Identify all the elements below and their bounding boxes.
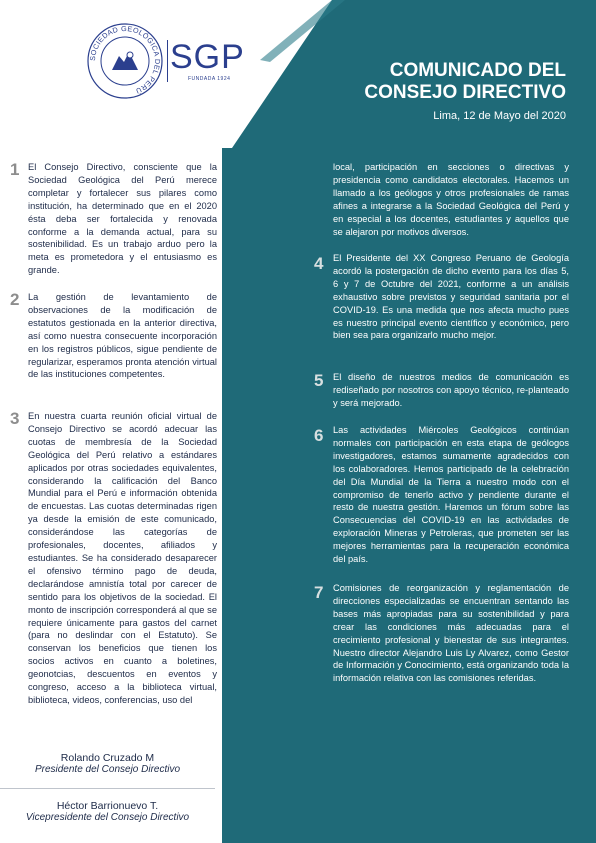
signature-president <box>0 752 215 775</box>
item-7-text: Comisiones de reorganización y reglamentación de direcciones especializadas se encuentran sentando las bases más apropiadas para su sostenibilidad y para crear las condiciones más adecuadas para el crecimiento profesional y bienestar de sus integrantes. Nuestro director Alejandro Luis Ly Alvarez, como Gestor de Información y Conocimiento, está organizando toda la información relativa con las comisiones referidas. <box>333 583 569 684</box>
item-3-text: En nuestra cuarta reunión oficial virtual de Consejo Directivo se acordó adecuar las cuotas de membresía de la Sociedad Geológica del Perú relativo a estándares aplicados por otras sociedades equivalentes, considerando la calificación del Banco Mundial para el Perú e información obtenida de encuestas. Las cuotas determinadas rigen ya desde la emisión de este comunicado, considerándose las categorías de profesionales, docentes, afiliados y estudiantes. Se ha considerado desaparecer el ofensivo término pago de deuda, declarándose amnistía total por carecer de sentido para los objetivos de la sociedad. El monto de inscripción corresponderá al que se requiere únicamente para gastos del carnet (para no deslindar con el Estatuto). Se conservan los beneficios que tienen los socios activos en cuanto a boletines, geonotcias, descuentos en eventos y congreso, acceso a la biblioteca virtual, biblioteca, videos, conferencias, uso del <box>28 411 217 705</box>
logo-divider <box>167 40 168 82</box>
sgp-seal-logo <box>86 22 164 100</box>
title-line-2: CONSEJO DIRECTIVO <box>364 82 566 103</box>
communique-title-block <box>364 60 566 122</box>
president-role: Presidente del Consejo Directivo <box>34 764 181 775</box>
title-line-1: COMUNICADO DEL <box>389 60 566 81</box>
item-1-text: El Consejo Directivo, consciente que la Sociedad Geológica del Perú merece completar y fortalecer sus pilares como institución, ha determinado que en el 2020 ésta deba ser fortalecida y renovada conforme a la demanda actual, para su sostenibilidad. Es un trabajo arduo pero la meta es prometedora y el entusiasmo es grande. <box>28 162 217 276</box>
item-number-1: 1 <box>10 160 20 179</box>
vicepresident-name: Héctor Barrionuevo T. <box>56 800 159 812</box>
item-4-text: El Presidente del XX Congreso Peruano de Geología acordó la postergación de dicho evento para los días 5, 6 y 7 de Octubre del 2021, conforme a un análisis exhaustivo sobre previstos y seguridad sanitaria por el COVID-19. Es una medida que nos afecta mucho pues es nuestro principal evento científico y económico, pero bien sea para organizarlo mucho mejor. <box>333 253 569 341</box>
item-2-text: La gestión de levantamiento de observaciones de la modificación de estatutos gestionada en la anterior directiva, así como nuestra consecuente incorporación en los registros públicos, sigue pendiente de regularizar, esperamos pronta atención virtual de las instituciones competentes. <box>28 292 217 380</box>
signature-vicepresident <box>0 800 215 823</box>
communique-date: Lima, 12 de Mayo del 2020 <box>433 110 566 122</box>
brand-founded: FUNDADA 1924 <box>188 76 231 82</box>
item-number-2: 2 <box>10 290 20 309</box>
president-name: Rolando Cruzado M <box>60 752 155 764</box>
brand-acronym: SGP <box>170 38 245 76</box>
item-number-5: 5 <box>314 371 324 390</box>
item-3-continued-text: local, participación en secciones o directivas y presidencia como candidatos electorales. Hacemos un llamado a los geólogos y otros profesionales de ramas afines a integrarse a la Sociedad Geológica del Perú y en especial a los docentes, estudiantes y aquellos que se alejaron por motivos diversos. <box>333 162 569 237</box>
item-number-7: 7 <box>314 583 324 602</box>
item-number-6: 6 <box>314 426 324 445</box>
item-number-4: 4 <box>314 254 324 273</box>
signature-divider <box>0 788 215 789</box>
item-5-text: El diseño de nuestros medios de comunicación es rediseñado por nosotros con apoyo técnico, re-planteado y será mejorado. <box>333 372 569 408</box>
item-6-text: Las actividades Miércoles Geológicos continúan normales con participación en esta etapa de geólogos investigadores, estamos sumamente agradecidos con los colaboradores. Hemos participado de la celebración del Día Mundial de la Tierra a nuestro modo con el compromiso de tenerlo activo y pendiente durante el resto de nuestra gestión. Haremos un fórum sobre las Consecuencias del COVID-19 en las actividades de exploración Mineras y Petroleras, que prometen ser las mejores herramientas para la recuperación económica del país. <box>333 425 569 565</box>
logo-ring-text: SOCIEDAD GEOLÓGICA DEL PERÚ <box>87 23 163 96</box>
brand-acronym-block <box>170 40 260 82</box>
item-number-3: 3 <box>10 409 20 428</box>
vicepresident-role: Vicepresidente del Consejo Directivo <box>25 812 190 823</box>
